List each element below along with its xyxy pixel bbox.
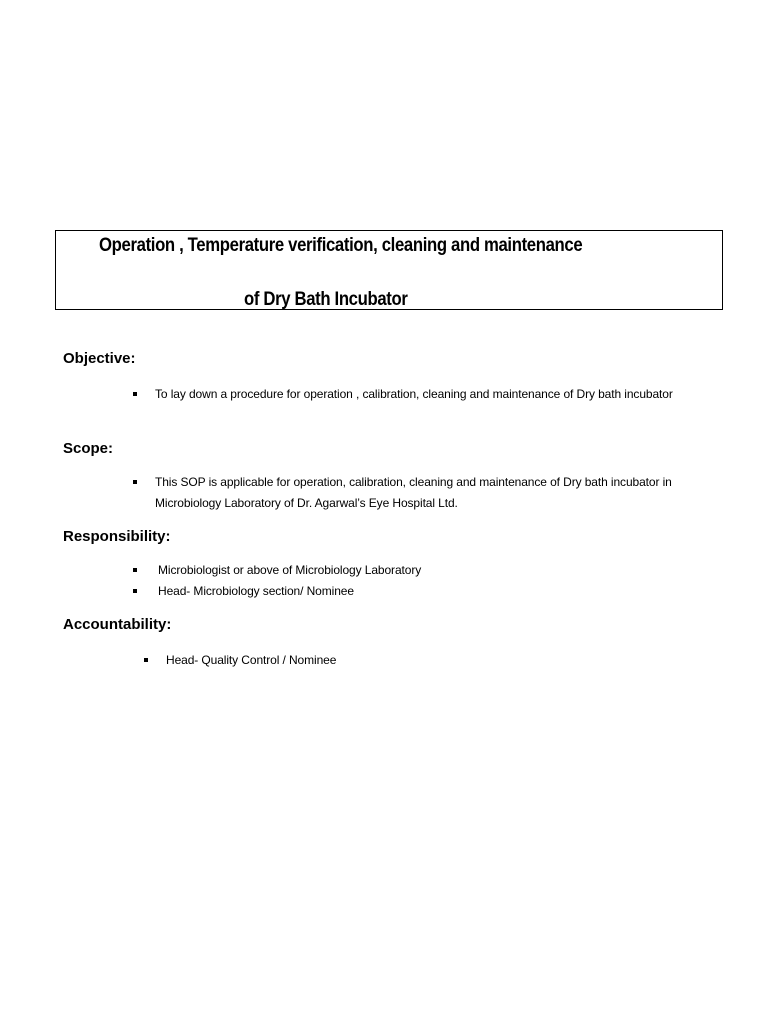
objective-item bbox=[155, 384, 715, 405]
bullet-marker bbox=[144, 658, 148, 662]
scope-heading: Scope: bbox=[63, 440, 114, 457]
scope-item bbox=[155, 472, 715, 514]
responsibility-item-2 bbox=[158, 581, 698, 602]
responsibility-item-1 bbox=[158, 560, 698, 581]
accountability-heading: Accountability: bbox=[63, 616, 172, 633]
responsibility-item-text: Head- Microbiology section/ Nominee bbox=[158, 584, 354, 598]
bullet-marker bbox=[133, 568, 137, 572]
responsibility-heading: Responsibility: bbox=[63, 528, 171, 545]
objective-item-text: To lay down a procedure for operation , calibration, cleaning and maintenance of Dry bath incubator bbox=[155, 387, 673, 401]
bullet-marker bbox=[133, 480, 137, 484]
scope-item-text: This SOP is applicable for operation, calibration, cleaning and maintenance of Dry bath incubator in Microbiology Laboratory of Dr. Agarwal’s Eye Hospital Ltd. bbox=[155, 475, 672, 510]
document-title-line-1: Operation , Temperature verification, cleaning and maintenance bbox=[99, 235, 583, 256]
accountability-item-text: Head- Quality Control / Nominee bbox=[166, 653, 337, 667]
bullet-marker bbox=[133, 392, 137, 396]
document-title-line-2: of Dry Bath Incubator bbox=[244, 289, 408, 310]
document-title-box bbox=[55, 230, 723, 310]
objective-heading: Objective: bbox=[63, 350, 136, 367]
bullet-marker bbox=[133, 589, 137, 593]
responsibility-item-text: Microbiologist or above of Microbiology Laboratory bbox=[158, 563, 422, 577]
accountability-item bbox=[166, 650, 696, 671]
